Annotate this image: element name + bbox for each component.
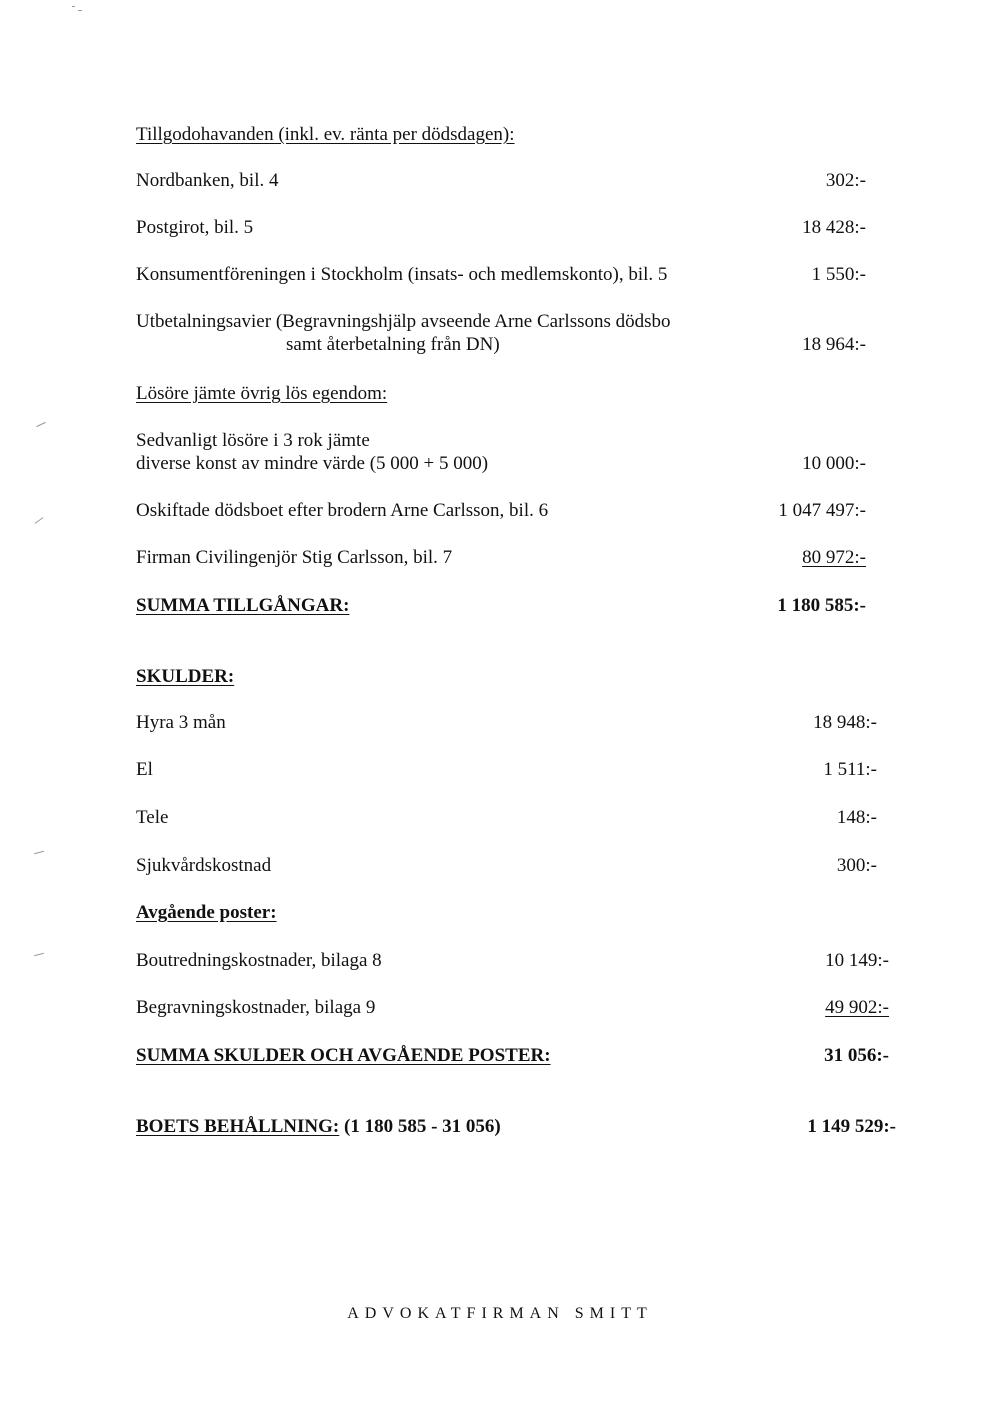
estate-balance-label: BOETS BEHÅLLNING: [136,1116,340,1137]
deductions-heading: Avgående poster: [136,902,277,923]
asset-amount-konsum: 1 550:- [811,264,866,285]
asset-label-postgirot: Postgirot, bil. 5 [136,217,254,238]
footer-firm-name: ADVOKATFIRMAN SMITT [347,1305,653,1322]
movable-label-firman: Firman Civilingenjör Stig Carlsson, bil. 7 [136,547,453,568]
asset-label-nordbanken: Nordbanken, bil. 4 [136,170,279,191]
estate-balance-calc: (1 180 585 - 31 056) [344,1116,501,1137]
debt-label-hyra: Hyra 3 mån [136,712,226,733]
asset-amount-nordbanken: 302:- [825,170,866,191]
deduction-amount-boutredning: 10 149:- [825,950,889,971]
assets-heading: Tillgodohavanden (inkl. ev. ränta per dödsdagen): [136,124,515,145]
debt-amount-el: 1 511:- [823,759,877,780]
debt-amount-hyra: 18 948:- [813,712,877,733]
scan-speck [34,851,44,855]
deduction-label-boutredning: Boutredningskostnader, bilaga 8 [136,950,382,971]
total-debts-amount: 31 056:- [824,1045,889,1066]
debt-label-sjukvard: Sjukvårdskostnad [136,855,272,876]
movable-amount-losore: 10 000:- [802,453,866,474]
scan-speck [78,10,82,11]
asset-amount-postgirot: 18 428:- [802,217,866,238]
asset-label-utbetalningsavier: Utbetalningsavier (Begravningshjälp avseende Arne Carlssons dödsbo [136,311,671,332]
movable-amount-firman: 80 972:- [802,547,866,568]
asset-label-konsum: Konsumentföreningen i Stockholm (insats- och medlemskonto), bil. 5 [136,264,668,285]
asset-label-utbetalningsavier-cont: samt återbetalning från DN) [286,334,500,355]
movables-heading: Lösöre jämte övrig lös egendom: [136,383,388,404]
debt-label-el: El [136,759,153,780]
movable-label-losore: Sedvanligt lösöre i 3 rok jämte [136,430,370,451]
scan-speck [35,517,44,524]
debt-amount-sjukvard: 300:- [836,855,877,876]
total-assets-label: SUMMA TILLGÅNGAR: [136,595,350,616]
total-debts-label: SUMMA SKULDER OCH AVGÅENDE POSTER: [136,1045,551,1066]
scan-speck [36,422,45,427]
movable-amount-dodsbo: 1 047 497:- [778,500,866,521]
estate-balance-line [136,1116,501,1138]
deduction-amount-begravning: 49 902:- [825,997,889,1018]
scan-speck [72,6,75,7]
scan-speck [34,953,44,957]
debt-amount-tele: 148:- [836,807,877,828]
debts-heading: SKULDER: [136,666,235,687]
total-assets-amount: 1 180 585:- [777,595,866,616]
movable-label-dodsbo: Oskiftade dödsboet efter brodern Arne Carlsson, bil. 6 [136,500,549,521]
movable-label-losore-cont: diverse konst av mindre värde (5 000 + 5 000) [136,453,489,474]
asset-amount-utbetalningsavier: 18 964:- [802,334,866,355]
deduction-label-begravning: Begravningskostnader, bilaga 9 [136,997,376,1018]
debt-label-tele: Tele [136,807,169,828]
estate-balance-amount: 1 149 529:- [807,1116,896,1137]
